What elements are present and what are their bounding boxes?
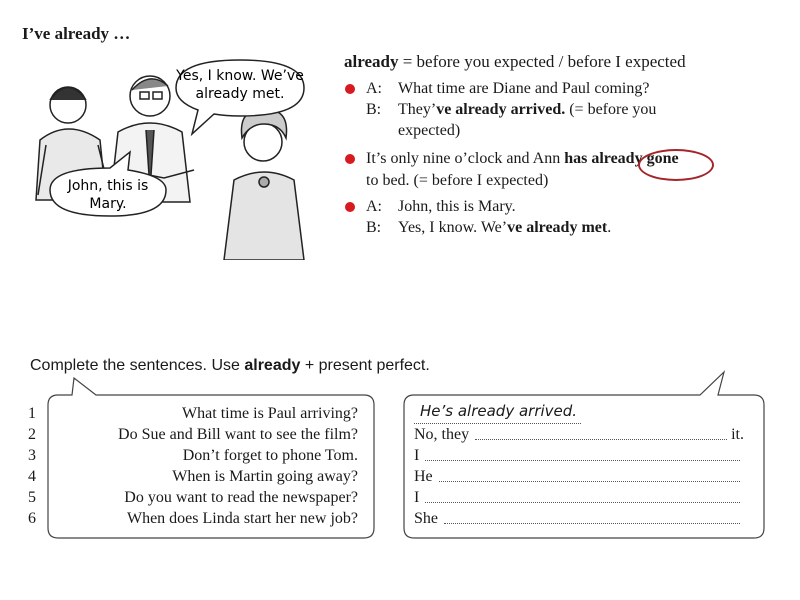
question-numbers bbox=[28, 403, 36, 529]
example-text: They’ bbox=[398, 101, 437, 118]
example-text: John, this is Mary. bbox=[398, 198, 516, 215]
question-item: When is Martin going away? bbox=[172, 468, 358, 485]
question-number: 3 bbox=[28, 447, 36, 464]
definition-line bbox=[344, 52, 686, 72]
bubble-right-line-1: Yes, I know. We’ve bbox=[176, 68, 304, 84]
answer-blank[interactable] bbox=[475, 438, 727, 440]
example-text: (= before you bbox=[565, 101, 657, 118]
answer-prefix: No, they bbox=[414, 426, 470, 443]
question-number: 5 bbox=[28, 489, 36, 506]
speaker-label: B: bbox=[366, 101, 382, 118]
instruction-text: + present perfect. bbox=[300, 357, 430, 374]
example-3-line-a bbox=[366, 196, 516, 217]
example-text: . bbox=[607, 219, 612, 236]
example-3-line-b bbox=[366, 217, 611, 238]
answer-blank[interactable] bbox=[425, 501, 740, 503]
question-number: 6 bbox=[28, 510, 36, 527]
speaker-label: A: bbox=[366, 80, 382, 97]
question-number: 1 bbox=[28, 405, 36, 422]
bubble-right-line-2: already met. bbox=[195, 86, 285, 102]
example-1-line-c: expected) bbox=[398, 122, 461, 139]
answer-row bbox=[414, 487, 744, 508]
bubble-left-line-2: Mary. bbox=[89, 196, 127, 212]
bubble-left-line-1: John, this is bbox=[67, 178, 149, 194]
speaker-label: B: bbox=[366, 219, 382, 236]
instruction-text: Complete the sentences. Use bbox=[30, 357, 245, 374]
question-item: Do you want to read the newspaper? bbox=[124, 489, 358, 506]
example-1-line-a bbox=[366, 78, 649, 99]
answer-row bbox=[414, 424, 744, 445]
handdrawn-circle-annotation bbox=[638, 149, 714, 181]
answer-list bbox=[414, 403, 744, 529]
unit-title: I’ve already … bbox=[22, 24, 131, 43]
example-bold: ve already arrived. bbox=[436, 101, 566, 118]
bullet-icon bbox=[345, 84, 355, 94]
example-bold: has bbox=[564, 150, 588, 167]
answer-prefix: I bbox=[414, 447, 420, 464]
question-list bbox=[58, 403, 358, 529]
answer-blank[interactable] bbox=[439, 480, 740, 482]
example-answer-row bbox=[414, 403, 744, 424]
example-bold: gone bbox=[646, 150, 679, 167]
exercise-instruction bbox=[30, 357, 430, 375]
example-text: What time are Diane and Paul coming? bbox=[398, 80, 650, 97]
example-2-line-b: to bed. (= before I expected) bbox=[366, 172, 549, 189]
example-answer: He’s already arrived. bbox=[414, 401, 581, 424]
answer-row bbox=[414, 445, 744, 466]
question-number: 2 bbox=[28, 426, 36, 443]
question-item: What time is Paul arriving? bbox=[182, 405, 358, 422]
bullet-icon bbox=[345, 154, 355, 164]
example-2-line-a bbox=[366, 148, 679, 169]
cartoon-illustration bbox=[28, 50, 328, 260]
question-item: Do Sue and Bill want to see the film? bbox=[118, 426, 358, 443]
example-text: It’s only nine o’clock and Ann bbox=[366, 150, 565, 167]
question-number: 4 bbox=[28, 468, 36, 485]
example-bold: ve already met bbox=[507, 219, 608, 236]
answer-row bbox=[414, 508, 744, 529]
instruction-bold: already bbox=[244, 357, 301, 374]
definition-word: already bbox=[344, 52, 399, 71]
answer-prefix: He bbox=[414, 468, 433, 485]
answer-suffix: it. bbox=[731, 426, 744, 443]
answer-blank[interactable] bbox=[425, 459, 740, 461]
answer-blank[interactable] bbox=[444, 522, 740, 524]
bullet-icon bbox=[345, 202, 355, 212]
definition-meaning: = before you expected / before I expected bbox=[398, 52, 686, 71]
example-text: Yes, I know. We’ bbox=[398, 219, 508, 236]
answer-prefix: I bbox=[414, 489, 420, 506]
example-bold-circled: already bbox=[591, 150, 643, 167]
answer-row bbox=[414, 466, 744, 487]
answer-prefix: She bbox=[414, 510, 438, 527]
speaker-label: A: bbox=[366, 198, 382, 215]
question-item: When does Linda start her new job? bbox=[126, 510, 358, 527]
example-1-line-b bbox=[366, 99, 656, 120]
question-item: Don’t forget to phone Tom. bbox=[182, 447, 358, 464]
